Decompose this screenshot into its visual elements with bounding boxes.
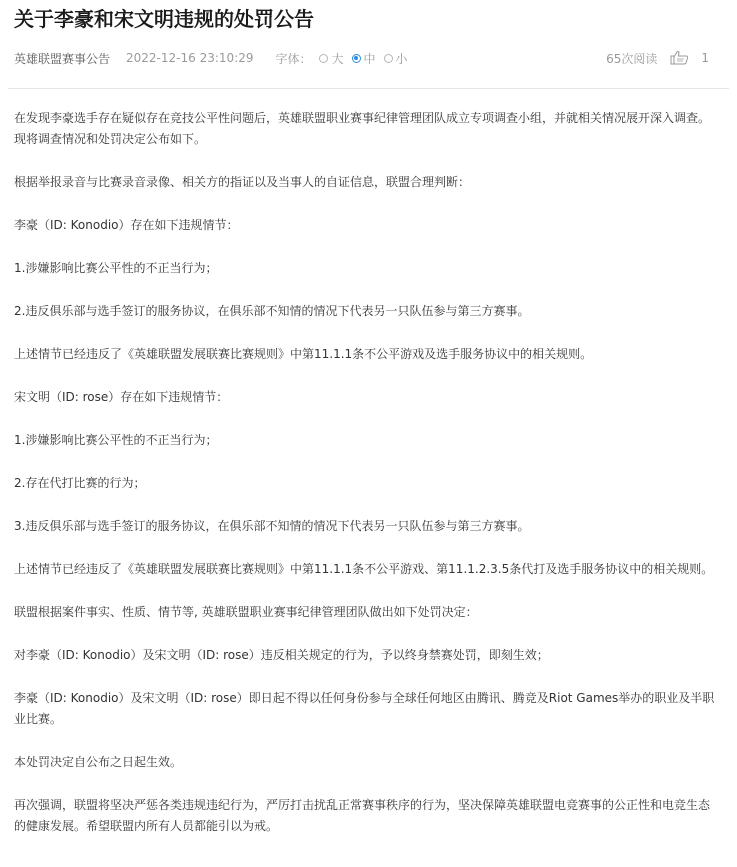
radio-icon[interactable]: [384, 54, 393, 63]
meta-right: [606, 48, 709, 68]
article-paragraph: 李豪（ID: Konodio）及宋文明（ID: rose）即日起不得以任何身份参与全球任何地区由腾讯、腾竞及Riot Games举办的职业及半职业比赛。: [14, 691, 715, 726]
article-paragraph: 上述情节已经违反了《英雄联盟发展联赛比赛规则》中第11.1.1条不公平游戏及选手服务协议中的相关规则。: [14, 347, 593, 361]
meta-left: [14, 48, 408, 68]
article-meta: [14, 48, 719, 68]
article-paragraph: 联盟根据案件事实、性质、情节等, 英雄联盟职业赛事纪律管理团队做出如下处罚决定：: [14, 605, 478, 619]
publish-datetime: 2022-12-16 23:10:29: [126, 51, 254, 65]
radio-icon[interactable]: [319, 54, 328, 63]
article-paragraph: 3.违反俱乐部与选手签订的服务协议，在俱乐部不知情的情况下代表另一只队伍参与第三方赛事。: [14, 519, 530, 533]
font-size-option-medium[interactable]: [352, 50, 376, 67]
article-title: 关于李豪和宋文明违规的处罚公告: [14, 7, 314, 31]
article-paragraph: 在发现李豪选手存在疑似存在竞技公平性问题后，英雄联盟职业赛事纪律管理团队成立专项调查小组，并就相关情况展开深入调查。现将调查情况和处罚决定公布如下。: [14, 111, 711, 146]
header-divider: [8, 88, 729, 89]
font-size-option-small[interactable]: [384, 50, 408, 67]
article-paragraph: 本处罚决定自公布之日起生效。: [14, 755, 183, 769]
article-paragraph: 宋文明（ID: rose）存在如下违规情节：: [14, 390, 229, 404]
publisher-name[interactable]: 英雄联盟赛事公告: [14, 51, 111, 66]
article-paragraph: 对李豪（ID: Konodio）及宋文明（ID: rose）违反相关规定的行为，予以终身禁赛处罚，即刻生效；: [14, 648, 549, 662]
article-paragraph: 1.涉嫌影响比赛公平性的不正当行为；: [14, 261, 218, 275]
article-body: [14, 108, 720, 859]
article-paragraph: 再次强调，联盟将坚决严惩各类违规违纪行为，严厉打击扰乱正常赛事秩序的行为，坚决保障英雄联盟电竞赛事的公正性和电竞生态的健康发展。希望联盟内所有人员都能引以为戒。: [14, 798, 711, 833]
font-size-option-label: 小: [395, 51, 408, 66]
article-paragraph: 上述情节已经违反了《英雄联盟发展联赛比赛规则》中第11.1.1条不公平游戏、第11.1.2.3.5条代打及选手服务协议中的相关规则。: [14, 562, 714, 576]
article-paragraph: 2.存在代打比赛的行为；: [14, 476, 146, 490]
radio-checked-icon[interactable]: [352, 54, 361, 63]
article-paragraph: 2.违反俱乐部与选手签订的服务协议，在俱乐部不知情的情况下代表另一只队伍参与第三方赛事。: [14, 304, 530, 318]
font-size-option-large[interactable]: [319, 50, 343, 67]
font-size-option-label: 大: [331, 51, 344, 66]
view-count: 65次阅读: [606, 51, 658, 66]
article-paragraph: 根据举报录音与比赛录音录像、相关方的指证以及当事人的自证信息，联盟合理判断：: [14, 175, 471, 189]
thumbs-up-icon[interactable]: [669, 50, 691, 66]
article-paragraph: 1.涉嫌影响比赛公平性的不正当行为；: [14, 433, 218, 447]
article-paragraph: 李豪（ID: Konodio）存在如下违规情节：: [14, 218, 239, 232]
font-size-label: 字体：: [275, 51, 312, 66]
font-size-option-label: 中: [363, 51, 376, 66]
like-count: 1: [701, 51, 709, 65]
